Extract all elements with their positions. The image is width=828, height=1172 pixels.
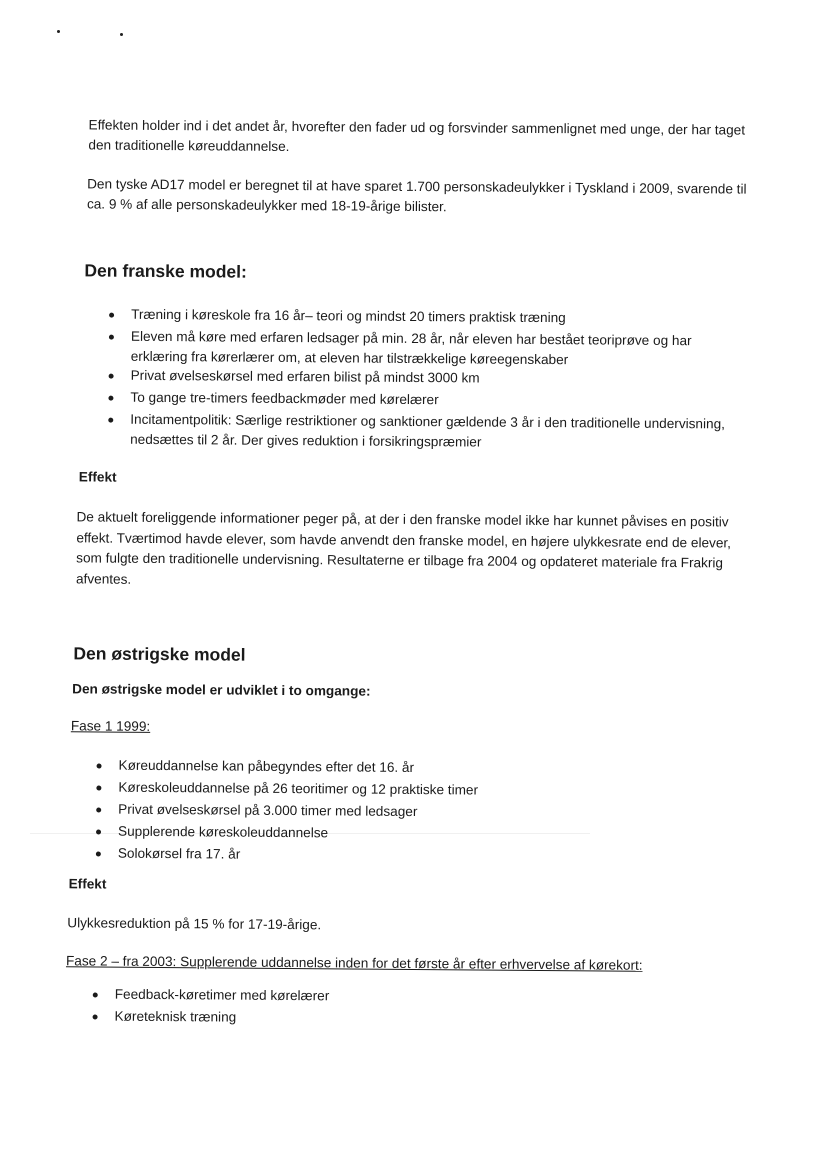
austrian-model-heading: Den østrigske model: [73, 643, 246, 665]
french-effect-heading: Effekt: [78, 469, 117, 485]
austrian-effect-text: Ulykkesreduktion på 15 % for 17-19-årige.: [67, 915, 322, 933]
list-item: Køreuddannelse kan påbegyndes efter det 16. år: [94, 755, 614, 781]
french-effect-text: De aktuelt foreliggende informationer peger på, at der i den franske model ikke har kunnet påvises en positiv effekt. Tværtimod havde elever, som havde anvendt den franske model, en højere ulykkesrate end de elever, som fulgte den traditionelle undervisning. Resultaterne er tilbage fra 2004 og opdateret materiale fra Frakrig afventes.: [75, 509, 732, 587]
phase1-label: Fase 1 1999:: [70, 718, 151, 734]
phase2-list: [90, 984, 490, 1031]
list-item: Incitamentpolitik: Særlige restriktioner og sanktioner gældende 3 år i den traditionelle undervisning, nedsættes til 2 år. Der gives reduktion i forsikringspræmier: [106, 410, 736, 454]
list-item: Privat øvelseskørsel med erfaren bilist på mindst 3000 km: [107, 366, 737, 393]
list-item: Køreteknisk træning: [90, 1006, 490, 1031]
austrian-subheading: Den østrigske model er udviklet i to omgange:: [72, 681, 371, 699]
list-item: To gange tre-timers feedbackmøder med kørelærer: [106, 388, 736, 415]
phase1-list: [94, 755, 615, 869]
list-item: Supplerende køreskoleuddannelse: [94, 821, 614, 847]
list-item: Køreskoleuddannelse på 26 teoritimer og 12 praktiske timer: [94, 777, 614, 803]
list-item: Feedback-køretimer med kørelærer: [91, 984, 491, 1009]
phase2-label: Fase 2 – fra 2003: Supplerende uddannelse inden for det første år efter erhvervelse af kørekort:: [65, 953, 643, 973]
list-item: Eleven må køre med erfaren ledsager på min. 28 år, når eleven har bestået teoriprøve og har erklæring fra kørerlærer om, at eleven har tilstrækkelige køreegenskaber: [107, 327, 737, 371]
intro-paragraph-1: Effekten holder ind i det andet år, hvorefter den fader ud og forsvinder sammenlignet med unge, der har taget den traditionelle køreuddannelse.: [88, 117, 746, 155]
list-item: Privat øvelseskørsel på 3.000 timer med ledsager: [94, 799, 614, 825]
french-model-heading: Den franske model:: [84, 260, 247, 282]
list-item: Træning i køreskole fra 16 år– teori og mindst 20 timers praktisk træning: [107, 305, 737, 332]
austrian-effect-heading: Effekt: [68, 876, 107, 892]
french-model-list: [106, 305, 737, 454]
list-item: Solokørsel fra 17. år: [94, 843, 614, 869]
intro-paragraph-2: Den tyske AD17 model er beregnet til at have sparet 1.700 personskadeulykker i Tyskland i 2009, svarende til ca. 9 % af alle personskadeulykker med 18-19-årige bilister.: [86, 176, 747, 215]
